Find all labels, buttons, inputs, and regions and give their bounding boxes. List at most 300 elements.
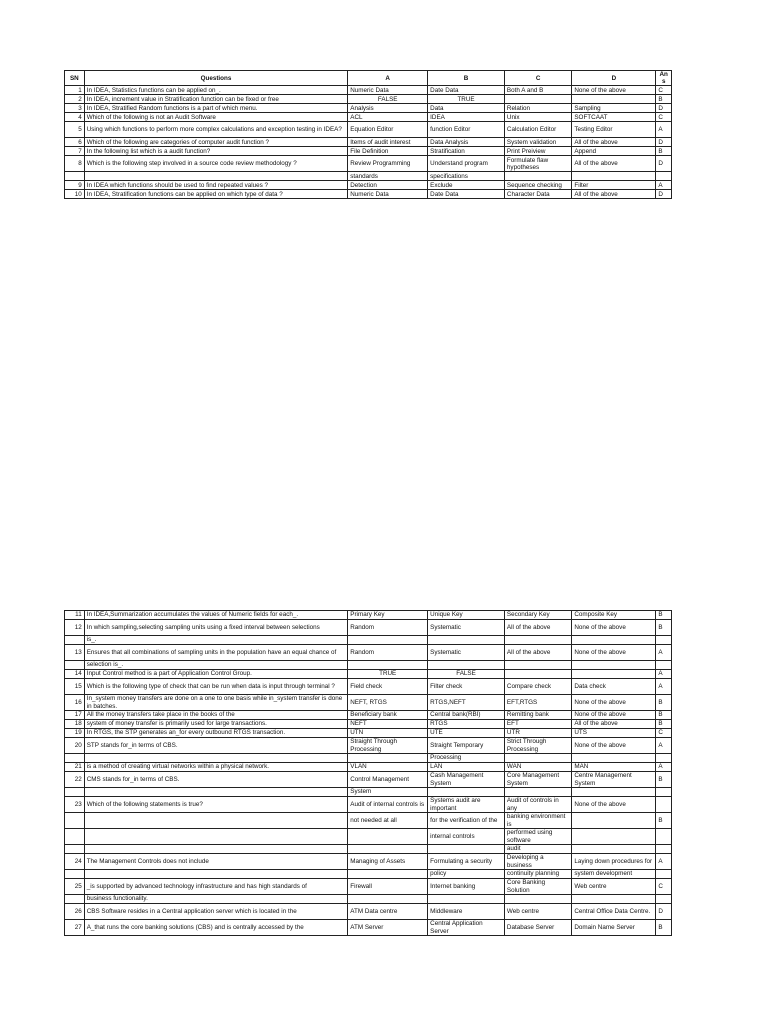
option-a-cell: TRUE — [348, 670, 428, 679]
option-c-cell: EFT,RTGS — [504, 695, 571, 711]
answer-cell: C — [656, 113, 672, 122]
sn-cell — [65, 661, 85, 670]
question-cell — [84, 754, 348, 763]
option-b-cell: RTGS — [428, 720, 505, 729]
option-d-cell — [572, 670, 656, 679]
answer-cell — [656, 829, 672, 845]
option-c-cell: EFT — [504, 720, 571, 729]
answer-cell: D — [656, 138, 672, 147]
option-b-cell: Systems audit are important — [428, 797, 505, 813]
option-b-cell — [428, 845, 505, 854]
sn-cell: 27 — [65, 920, 85, 936]
option-c-cell: performed using software — [504, 829, 571, 845]
sn-cell: 13 — [65, 645, 85, 661]
question-cell — [84, 788, 348, 797]
header-question: Questions — [84, 71, 348, 86]
option-c-cell: Relation — [504, 104, 571, 113]
answer-cell: A — [656, 679, 672, 695]
sn-cell: 5 — [65, 122, 85, 138]
option-a-cell: Random — [348, 620, 428, 636]
option-d-cell — [572, 845, 656, 854]
option-d-cell: Centre Management System — [572, 772, 656, 788]
question-cell: In RTGS, the STP generates an_for every outbound RTGS transaction. — [84, 729, 348, 738]
table-row — [65, 95, 672, 104]
sn-cell — [65, 754, 85, 763]
option-c-cell: Formulate flaw hypotheses — [504, 156, 571, 172]
option-a-cell: Numeric Data — [348, 190, 428, 199]
option-a-cell: Review Programming — [348, 156, 428, 172]
option-d-cell: Append — [572, 147, 656, 156]
option-c-cell: audit — [504, 845, 571, 854]
option-c-cell — [504, 636, 571, 645]
answer-cell — [656, 788, 672, 797]
table-row — [65, 645, 672, 661]
answer-cell: D — [656, 190, 672, 199]
answer-cell: C — [656, 729, 672, 738]
sn-cell — [65, 788, 85, 797]
sn-cell: 23 — [65, 797, 85, 813]
sn-cell: 6 — [65, 138, 85, 147]
option-b-cell: function Editor — [428, 122, 505, 138]
option-c-cell: Audit of controls in any — [504, 797, 571, 813]
sn-cell: 20 — [65, 738, 85, 754]
option-d-cell: None of the above — [572, 797, 656, 813]
option-a-cell: Beneficiary bank — [348, 711, 428, 720]
answer-cell: A — [656, 181, 672, 190]
answer-cell: B — [656, 772, 672, 788]
option-d-cell: Central Office Data Centre. — [572, 904, 656, 920]
question-cell: All the money transfers take place in the books of the — [84, 711, 348, 720]
option-b-cell: Central bank(RBI) — [428, 711, 505, 720]
option-b-cell — [428, 788, 505, 797]
question-cell: business functionality. — [84, 895, 348, 904]
option-b-cell — [428, 895, 505, 904]
answer-cell: B — [656, 620, 672, 636]
answer-cell — [656, 754, 672, 763]
table-row — [65, 870, 672, 879]
sn-cell — [65, 829, 85, 845]
option-a-cell: Items of audit interest — [348, 138, 428, 147]
option-a-cell: File Definition — [348, 147, 428, 156]
option-b-cell: Date Data — [428, 190, 505, 199]
question-cell — [84, 813, 348, 829]
table-row — [65, 829, 672, 845]
answer-cell: C — [656, 879, 672, 895]
sn-cell: 15 — [65, 679, 85, 695]
question-cell: CBS Software resides in a Central application server which is located in the — [84, 904, 348, 920]
option-b-cell: Systematic — [428, 620, 505, 636]
question-cell: In IDEA,Summarization accumulates the values of Numeric fields for each_. — [84, 611, 348, 620]
option-a-cell — [348, 870, 428, 879]
option-c-cell — [504, 670, 571, 679]
header-a: A — [348, 71, 428, 86]
option-b-cell: Unique Key — [428, 611, 505, 620]
sn-cell — [65, 845, 85, 854]
question-cell: In IDEA, Stratified Random functions is a part of which menu. — [84, 104, 348, 113]
question-cell: CMS stands for_in terms of CBS. — [84, 772, 348, 788]
table-row — [65, 147, 672, 156]
option-d-cell: None of the above — [572, 645, 656, 661]
option-d-cell — [572, 754, 656, 763]
table-row — [65, 772, 672, 788]
table-row — [65, 788, 672, 797]
sn-cell: 9 — [65, 181, 85, 190]
sn-cell: 4 — [65, 113, 85, 122]
option-d-cell — [572, 172, 656, 181]
option-b-cell: RTGS,NEFT — [428, 695, 505, 711]
sn-cell — [65, 636, 85, 645]
sn-cell: 19 — [65, 729, 85, 738]
question-cell: Which is the following type of check that can be run when data is input through terminal ? — [84, 679, 348, 695]
option-d-cell — [572, 829, 656, 845]
option-c-cell: banking environment is — [504, 813, 571, 829]
answer-cell — [656, 845, 672, 854]
table-row — [65, 720, 672, 729]
option-b-cell: FALSE — [428, 670, 505, 679]
sn-cell: 16 — [65, 695, 85, 711]
option-b-cell: Stratification — [428, 147, 505, 156]
option-c-cell — [504, 95, 571, 104]
option-d-cell: SOFTCAAT — [572, 113, 656, 122]
answer-cell: B — [656, 611, 672, 620]
option-d-cell: None of the above — [572, 738, 656, 754]
question-cell: Which of the following are categories of computer audit function ? — [84, 138, 348, 147]
option-d-cell — [572, 636, 656, 645]
question-cell: In IDEA, increment value in Stratification function can be fixed or free — [84, 95, 348, 104]
question-cell: In which sampling,selecting sampling units using a fixed interval between selections — [84, 620, 348, 636]
question-cell: Ensures that all combinations of sampling units in the population have an equal chance of — [84, 645, 348, 661]
option-c-cell: All of the above — [504, 620, 571, 636]
option-d-cell: All of the above — [572, 138, 656, 147]
sn-cell: 24 — [65, 854, 85, 870]
option-a-cell: Audit of internal controls is — [348, 797, 428, 813]
option-b-cell: Middleware — [428, 904, 505, 920]
question-cell: selection is_. — [84, 661, 348, 670]
sn-cell: 26 — [65, 904, 85, 920]
table-row — [65, 104, 672, 113]
option-b-cell: LAN — [428, 763, 505, 772]
table-row — [65, 763, 672, 772]
sn-cell: 18 — [65, 720, 85, 729]
question-cell — [84, 172, 348, 181]
option-c-cell: WAN — [504, 763, 571, 772]
answer-cell: D — [656, 904, 672, 920]
sn-cell: 14 — [65, 670, 85, 679]
answer-cell: A — [656, 122, 672, 138]
option-c-cell: Secondary Key — [504, 611, 571, 620]
answer-cell — [656, 797, 672, 813]
question-cell: Which is the following step involved in a source code review methodology ? — [84, 156, 348, 172]
option-a-cell: VLAN — [348, 763, 428, 772]
table-row — [65, 636, 672, 645]
option-a-cell: FALSE — [348, 95, 428, 104]
answer-cell: A — [656, 645, 672, 661]
option-b-cell: Processing — [428, 754, 505, 763]
option-d-cell — [572, 813, 656, 829]
option-a-cell: Equation Editor — [348, 122, 428, 138]
answer-cell: B — [656, 95, 672, 104]
table-2-body — [65, 611, 672, 936]
table-row — [65, 661, 672, 670]
option-d-cell: None of the above — [572, 86, 656, 95]
answer-cell: D — [656, 156, 672, 172]
answer-cell — [656, 661, 672, 670]
option-c-cell — [504, 788, 571, 797]
option-a-cell: Numeric Data — [348, 86, 428, 95]
header-ans: Ans — [656, 71, 672, 86]
option-c-cell: Developing a business — [504, 854, 571, 870]
sn-cell: 22 — [65, 772, 85, 788]
option-d-cell — [572, 95, 656, 104]
option-b-cell: Date Data — [428, 86, 505, 95]
option-c-cell — [504, 172, 571, 181]
option-c-cell: Sequence checking — [504, 181, 571, 190]
option-d-cell — [572, 788, 656, 797]
table-row — [65, 113, 672, 122]
option-a-cell: ACL — [348, 113, 428, 122]
question-cell: STP stands for_in terms of CBS. — [84, 738, 348, 754]
sn-cell — [65, 870, 85, 879]
question-cell: Which of the following statements is true? — [84, 797, 348, 813]
question-cell: In IDEA which functions should be used to find repeated values ? — [84, 181, 348, 190]
option-b-cell: Central Application Server — [428, 920, 505, 936]
question-cell: system of money transfer is primarily used for large transactions. — [84, 720, 348, 729]
question-cell — [84, 870, 348, 879]
option-a-cell: Detection — [348, 181, 428, 190]
option-a-cell: Managing of Assets — [348, 854, 428, 870]
option-a-cell: ATM Data centre — [348, 904, 428, 920]
answer-cell: C — [656, 86, 672, 95]
sn-cell: 1 — [65, 86, 85, 95]
answer-cell: A — [656, 738, 672, 754]
question-cell: In IDEA, Stratification functions can be applied on which type of data ? — [84, 190, 348, 199]
option-d-cell: None of the above — [572, 711, 656, 720]
quiz-table-1 — [64, 70, 672, 199]
answer-cell: B — [656, 711, 672, 720]
option-d-cell: system development — [572, 870, 656, 879]
table-row — [65, 895, 672, 904]
option-d-cell: None of the above — [572, 695, 656, 711]
answer-cell — [656, 895, 672, 904]
option-d-cell: All of the above — [572, 720, 656, 729]
table-row — [65, 138, 672, 147]
table-row — [65, 904, 672, 920]
answer-cell — [656, 636, 672, 645]
option-c-cell: Database Server — [504, 920, 571, 936]
option-a-cell: standards — [348, 172, 428, 181]
option-b-cell: Systematic — [428, 645, 505, 661]
table-row — [65, 879, 672, 895]
option-a-cell: Random — [348, 645, 428, 661]
option-b-cell: internal controls — [428, 829, 505, 845]
option-b-cell: Cash Management System — [428, 772, 505, 788]
option-b-cell — [428, 661, 505, 670]
quiz-table-2 — [64, 610, 672, 936]
question-cell: Using which functions to perform more complex calculations and exception testing in IDEA? — [84, 122, 348, 138]
table-row — [65, 729, 672, 738]
header-d: D — [572, 71, 656, 86]
sn-cell: 17 — [65, 711, 85, 720]
option-c-cell: Remitting bank — [504, 711, 571, 720]
option-a-cell — [348, 829, 428, 845]
sn-cell — [65, 172, 85, 181]
table-row — [65, 181, 672, 190]
option-c-cell: UTR — [504, 729, 571, 738]
option-a-cell: ATM Server — [348, 920, 428, 936]
option-c-cell: Core Banking Solution — [504, 879, 571, 895]
sn-cell: 7 — [65, 147, 85, 156]
table-header-row — [65, 71, 672, 86]
table-row — [65, 670, 672, 679]
option-b-cell: Data Analysis — [428, 138, 505, 147]
option-b-cell: policy — [428, 870, 505, 879]
option-c-cell — [504, 754, 571, 763]
question-cell: _is supported by advanced technology infrastructure and has high standards of — [84, 879, 348, 895]
table-row — [65, 754, 672, 763]
option-b-cell: Straight Temporary — [428, 738, 505, 754]
option-c-cell: continuity planning — [504, 870, 571, 879]
option-b-cell: for the verification of the — [428, 813, 505, 829]
option-c-cell: Compare check — [504, 679, 571, 695]
option-a-cell — [348, 754, 428, 763]
option-b-cell: Exclude — [428, 181, 505, 190]
table-row — [65, 738, 672, 754]
table-row — [65, 156, 672, 172]
sn-cell: 10 — [65, 190, 85, 199]
table-row — [65, 620, 672, 636]
question-cell: The Management Controls does not include — [84, 854, 348, 870]
option-c-cell: Both A and B — [504, 86, 571, 95]
table-row — [65, 845, 672, 854]
option-c-cell: Calculation Editor — [504, 122, 571, 138]
option-a-cell: not needed at all — [348, 813, 428, 829]
question-cell: In_system money transfers are done on a one to one basis while in_system transfer is done in batches. — [84, 695, 348, 711]
option-b-cell: UTE — [428, 729, 505, 738]
option-a-cell: Firewall — [348, 879, 428, 895]
header-c: C — [504, 71, 571, 86]
table-row — [65, 813, 672, 829]
answer-cell — [656, 870, 672, 879]
option-c-cell: Print Preiview — [504, 147, 571, 156]
answer-cell: A — [656, 763, 672, 772]
answer-cell — [656, 172, 672, 181]
option-d-cell: MAN — [572, 763, 656, 772]
option-d-cell: Web centre — [572, 879, 656, 895]
answer-cell: A — [656, 670, 672, 679]
answer-cell: B — [656, 813, 672, 829]
table-row — [65, 172, 672, 181]
answer-cell: A — [656, 854, 672, 870]
option-c-cell: Strict Through Processing — [504, 738, 571, 754]
question-cell: In IDEA, Statistics functions can be applied on_. — [84, 86, 348, 95]
option-a-cell: Analysis — [348, 104, 428, 113]
option-c-cell — [504, 895, 571, 904]
question-cell — [84, 845, 348, 854]
option-a-cell: Straight Through Processing — [348, 738, 428, 754]
option-d-cell: All of the above — [572, 156, 656, 172]
sn-cell: 25 — [65, 879, 85, 895]
answer-cell: B — [656, 720, 672, 729]
option-d-cell: UTS — [572, 729, 656, 738]
option-d-cell — [572, 661, 656, 670]
option-d-cell: All of the above — [572, 190, 656, 199]
option-a-cell — [348, 636, 428, 645]
option-a-cell: UTN — [348, 729, 428, 738]
option-a-cell — [348, 661, 428, 670]
table-row — [65, 679, 672, 695]
sn-cell: 8 — [65, 156, 85, 172]
table-1-body — [65, 86, 672, 199]
sn-cell: 12 — [65, 620, 85, 636]
option-d-cell: Domain Name Server — [572, 920, 656, 936]
option-d-cell: Testing Editor — [572, 122, 656, 138]
question-cell: is_. — [84, 636, 348, 645]
sn-cell: 21 — [65, 763, 85, 772]
option-a-cell: NEFT — [348, 720, 428, 729]
answer-cell: B — [656, 920, 672, 936]
header-b: B — [428, 71, 505, 86]
question-cell — [84, 829, 348, 845]
option-b-cell: IDEA — [428, 113, 505, 122]
question-cell: is a method of creating virtual networks within a physical network. — [84, 763, 348, 772]
option-d-cell: Composite Key — [572, 611, 656, 620]
table-row — [65, 122, 672, 138]
sn-cell: 11 — [65, 611, 85, 620]
answer-cell: D — [656, 104, 672, 113]
question-cell: A_that runs the core banking solutions (CBS) and is centrally accessed by the — [84, 920, 348, 936]
option-d-cell: Laying down procedures for — [572, 854, 656, 870]
option-a-cell: Control Management — [348, 772, 428, 788]
option-c-cell: Character Data — [504, 190, 571, 199]
option-c-cell: All of the above — [504, 645, 571, 661]
table-row — [65, 854, 672, 870]
sn-cell: 2 — [65, 95, 85, 104]
option-a-cell: System — [348, 788, 428, 797]
option-d-cell: None of the above — [572, 620, 656, 636]
option-a-cell — [348, 845, 428, 854]
option-b-cell: Filter check — [428, 679, 505, 695]
option-b-cell: Internet banking — [428, 879, 505, 895]
answer-cell: B — [656, 695, 672, 711]
option-a-cell: NEFT, RTGS — [348, 695, 428, 711]
option-d-cell: Filter — [572, 181, 656, 190]
table-row — [65, 695, 672, 711]
table-row — [65, 611, 672, 620]
option-b-cell — [428, 636, 505, 645]
table-row — [65, 190, 672, 199]
table-row — [65, 797, 672, 813]
table-row — [65, 711, 672, 720]
header-sn: SN — [65, 71, 85, 86]
option-c-cell: System validation — [504, 138, 571, 147]
option-b-cell: specifications — [428, 172, 505, 181]
question-cell: In the following list which is a audit function? — [84, 147, 348, 156]
option-b-cell: TRUE — [428, 95, 505, 104]
question-cell: Input Control method is a part of Application Control Group. — [84, 670, 348, 679]
option-b-cell: Data — [428, 104, 505, 113]
option-b-cell: Understand program — [428, 156, 505, 172]
sn-cell — [65, 813, 85, 829]
option-c-cell: Core Management System — [504, 772, 571, 788]
table-row — [65, 86, 672, 95]
option-a-cell: Field check — [348, 679, 428, 695]
option-b-cell: Formulating a security — [428, 854, 505, 870]
sn-cell — [65, 895, 85, 904]
table-row — [65, 920, 672, 936]
option-c-cell: Web centre — [504, 904, 571, 920]
option-c-cell: Unix — [504, 113, 571, 122]
option-a-cell — [348, 895, 428, 904]
